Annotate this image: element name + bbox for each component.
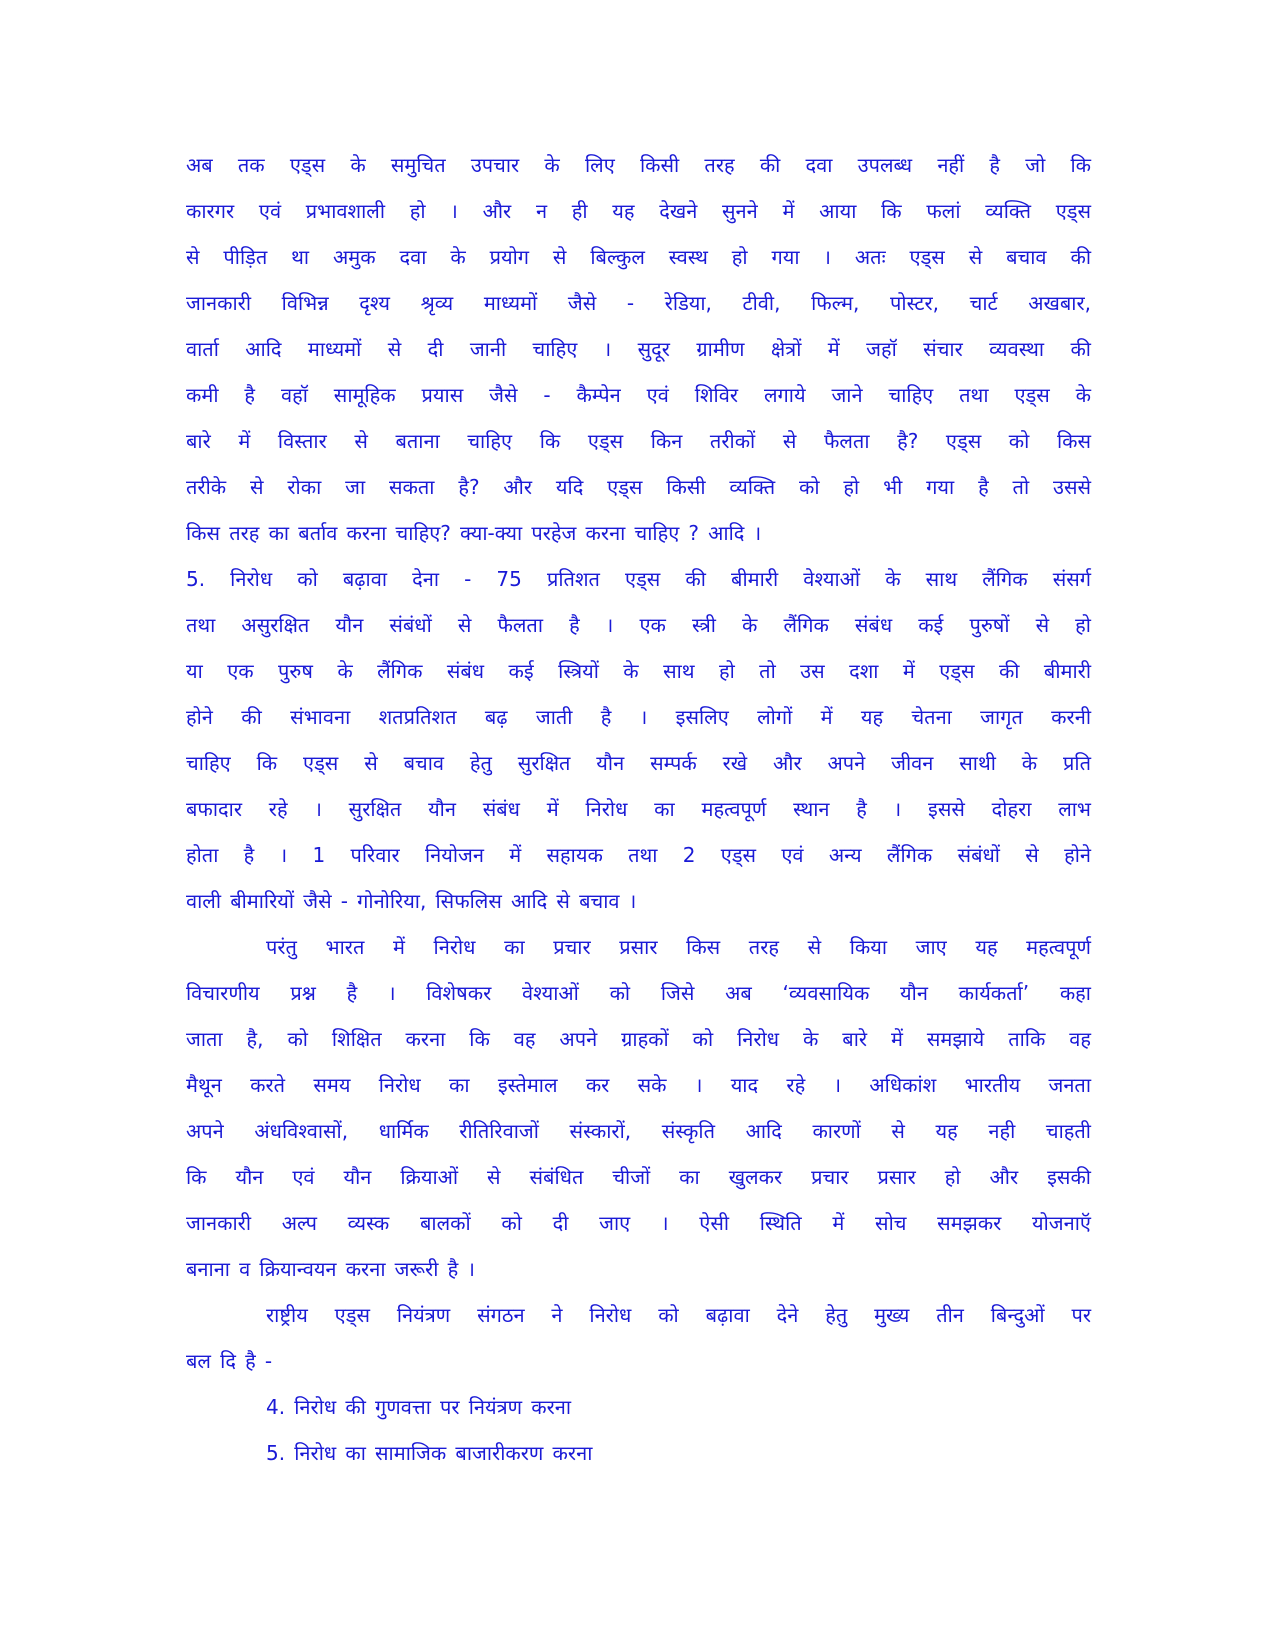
text-line: किस तरह का बर्ताव करना चाहिए? क्या-क्या परहेज करना चाहिए ? आदि । — [186, 521, 762, 545]
text-line: होता है । 1 परिवार नियोजन में सहायक तथा 2 एड्स एवं अन्य लैंगिक संबंधों से होने — [186, 843, 1091, 867]
text-line: मैथून करते समय निरोध का इस्तेमाल कर सके । याद रहे । अधिकांश भारतीय जनता — [186, 1073, 1091, 1097]
text-line: परंतु भारत में निरोध का प्रचार प्रसार किस तरह से किया जाए यह महत्वपूर्ण — [266, 935, 1091, 959]
text-line: चाहिए कि एड्स से बचाव हेतु सुरक्षित यौन सम्पर्क रखे और अपने जीवन साथी के प्रति — [186, 751, 1091, 775]
text-line: तरीके से रोका जा सकता है? और यदि एड्स किसी व्यक्ति को हो भी गया है तो उससे — [186, 475, 1091, 499]
text-line: जानकारी विभिन्न दृश्य श्रृव्य माध्यमों जैसे - रेडिया, टीवी, फिल्म, पोस्टर, चार्ट अखबार, — [186, 291, 1091, 315]
text-line: से पीड़ित था अमुक दवा के प्रयोग से बिल्कुल स्वस्थ हो गया । अतः एड्स से बचाव की — [186, 245, 1091, 269]
text-line: बनाना व क्रियान्वयन करना जरूरी है । — [186, 1257, 475, 1281]
text-line: 5. निरोध को बढ़ावा देना - 75 प्रतिशत एड्स की बीमारी वेश्याओं के साथ लैंगिक संसर्ग — [186, 567, 1091, 591]
numbered-list — [186, 1384, 1091, 1476]
text-line: होने की संभावना शतप्रतिशत बढ़ जाती है । इसलिए लोगों में यह चेतना जागृत करनी — [186, 705, 1091, 729]
list-item: 4. निरोध की गुणवत्ता पर नियंत्रण करना — [266, 1395, 572, 1419]
document-body — [186, 142, 1091, 1476]
text-line: कमी है वहॉ सामूहिक प्रयास जैसे - कैम्पेन एवं शिविर लगाये जाने चाहिए तथा एड्स के — [186, 383, 1091, 407]
text-line: जानकारी अल्प व्यस्क बालकों को दी जाए । ऐसी स्थिति में सोच समझकर योजनाऍ — [186, 1211, 1091, 1235]
text-line: अपने अंधविश्वासों, धार्मिक रीतिरिवाजों संस्कारों, संस्कृति आदि कारणों से यह नही चाहती — [186, 1119, 1091, 1143]
text-line: कारगर एवं प्रभावशाली हो । और न ही यह देखने सुनने में आया कि फलां व्यक्ति एड्स — [186, 199, 1091, 223]
text-line: या एक पुरुष के लैंगिक संबंध कई स्त्रियों के साथ हो तो उस दशा में एड्स की बीमारी — [186, 659, 1091, 683]
text-line: जाता है, को शिक्षित करना कि वह अपने ग्राहकों को निरोध के बारे में समझाये ताकि वह — [186, 1027, 1091, 1051]
text-line: अब तक एड्स के समुचित उपचार के लिए किसी तरह की दवा उपलब्ध नहीं है जो कि — [186, 153, 1091, 177]
paragraph-india-promotion — [186, 924, 1091, 1292]
text-line: विचारणीय प्रश्न है । विशेषकर वेश्याओं को जिसे अब ‘व्यवसायिक यौन कार्यकर्ता’ कहा — [186, 981, 1091, 1005]
text-line: तथा असुरक्षित यौन संबंधों से फैलता है । एक स्त्री के लैंगिक संबंध कई पुरुषों से हो — [186, 613, 1091, 637]
text-line: राष्ट्रीय एड्स नियंत्रण संगठन ने निरोध को बढ़ावा देने हेतु मुख्य तीन बिन्दुओं पर — [266, 1303, 1091, 1327]
paragraph-naco — [186, 1292, 1091, 1384]
paragraph-promote-condom — [186, 556, 1091, 924]
text-line: वाली बीमारियों जैसे - गोनोरिया, सिफलिस आदि से बचाव । — [186, 889, 637, 913]
text-line: बल दि है - — [186, 1349, 273, 1373]
text-line: बारे में विस्तार से बताना चाहिए कि एड्स किन तरीकों से फैलता है? एड्स को किस — [186, 429, 1091, 453]
paragraph-treatment — [186, 142, 1091, 556]
text-line: बफादार रहे । सुरक्षित यौन संबंध में निरोध का महत्वपूर्ण स्थान है । इससे दोहरा लाभ — [186, 797, 1091, 821]
text-line: वार्ता आदि माध्यमों से दी जानी चाहिए । सुदूर ग्रामीण क्षेत्रों में जहॉ संचार व्यवस्था की — [186, 337, 1091, 361]
text-line: कि यौन एवं यौन क्रियाओं से संबंधित चीजों का खुलकर प्रचार प्रसार हो और इसकी — [186, 1165, 1091, 1189]
list-item: 5. निरोध का सामाजिक बाजारीकरण करना — [266, 1441, 593, 1465]
